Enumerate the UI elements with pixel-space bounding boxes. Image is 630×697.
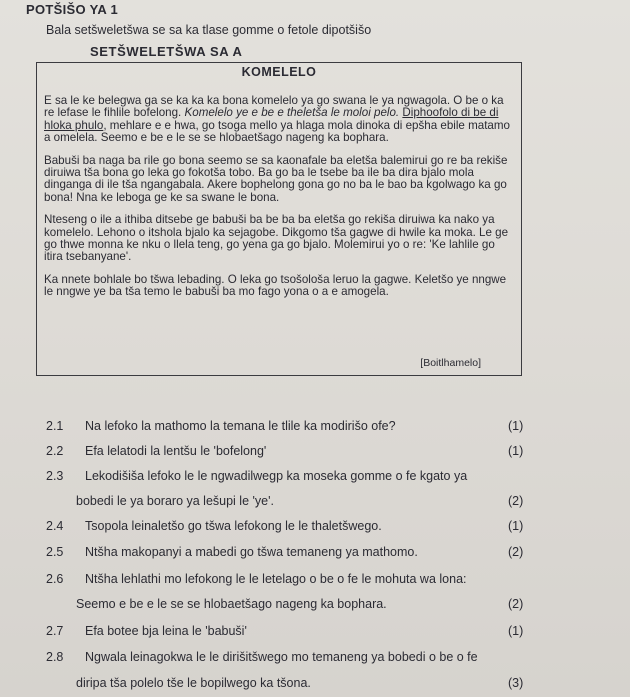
passage-box <box>36 62 522 376</box>
question-text-continued: Seemo e be e le se se hlobaetšago nageng ka bophara. <box>76 597 387 611</box>
question-heading: POTŠIŠO YA 1 <box>26 2 118 17</box>
instructions: Bala setšweletšwa se sa ka tlase gomme o fetole dipotšišo <box>46 23 372 37</box>
paragraph-1-italic-sentence: Komelelo ye e be e theletša le moloi pelo. <box>184 106 400 120</box>
question-mark: (1) <box>508 519 524 533</box>
question-mark: (1) <box>508 444 524 458</box>
question-text: Ntšha lehlathi mo lefokong le le letelago o be o fe le mohuta wa lona: <box>85 572 467 586</box>
question-mark: (2) <box>508 545 524 559</box>
question-number: 2.7 <box>46 624 64 638</box>
passage-paragraph-3: Nteseng o ile a ithiba ditsebe ge babuši ba be ba ba eletša go rekiša diruiwa ka nako ya komelelo. Lehono o itshola bjalo ka sejagobe. Dikgomo tša gagwe di hwile ka moka. Le ge go thwe monna ke nku o llela teng, go yena ga go bjalo. Molemirui yo o re: 'Ke lahlile go itira tsebanyane'. <box>44 213 509 264</box>
paragraph-1-underlined-sentence: Diphoofolo di be di hloka phulo <box>44 106 499 132</box>
question-text: Ntšha makopanyi a mabedi go tšwa temaneng ya mathomo. <box>85 545 418 559</box>
passage-paragraph-1 <box>44 95 514 145</box>
question-text: Lekodišiša lefoko le le ngwadilwegp ka moseka gomme o fe kgato ya <box>85 469 468 483</box>
question-mark: (1) <box>508 624 524 638</box>
question-text: Efa botee bja leina le 'babuši' <box>85 624 247 638</box>
question-number: 2.1 <box>46 419 64 433</box>
question-text: Efa lelatodi la lentšu le 'bofelong' <box>85 444 267 458</box>
question-number: 2.5 <box>46 545 64 559</box>
question-text: Tsopola leinaletšo go tšwa lefokong le le thaletšwego. <box>85 519 382 533</box>
passage-source: [Boitlhamelo] <box>420 357 481 369</box>
paragraph-1-text-a: E sa le ke belegwa ga se ka ka ka bona komelelo ya go swana le ya ngwagola. O be o ka re lefase le fihlile bofelong. <box>44 94 504 120</box>
section-title: SETŠWELETŠWA SA A <box>90 44 243 59</box>
question-text-continued: bobedi le ya boraro ya lešupi le 'ye'. <box>76 494 274 508</box>
question-text: Na lefoko la mathomo la temana le tlile ka modirišo ofe? <box>85 419 396 433</box>
question-number: 2.8 <box>46 650 64 664</box>
passage-title: KOMELELO <box>241 65 317 79</box>
question-mark: (1) <box>508 419 524 433</box>
question-mark: (2) <box>508 597 524 611</box>
question-number: 2.4 <box>46 519 64 533</box>
question-text-continued: diripa tša polelo tše le bopilwego ka tšona. <box>76 676 311 690</box>
question-mark: (3) <box>508 676 524 690</box>
question-number: 2.6 <box>46 572 64 586</box>
question-text: Ngwala leinagokwa le le dirišitšwego mo temaneng ya bobedi o be o fe <box>85 650 478 664</box>
passage-paragraph-4: Ka nnete bohlale bo tšwa lebading. O leka go tsošološa leruo la gagwe. Keletšo ye nngwe le nngwe ye ba tša temo le babuši ba mo fago yona o a e amogela. <box>44 272 507 299</box>
question-number: 2.2 <box>46 444 64 458</box>
paragraph-1-text-d: , mehlare e e hwa, go tsoga mello ya hlaga mola dinoka di epšha ebile matamo a omelela. Seemo e be e le se se hlobaetšago nageng ka bophara. <box>44 118 510 145</box>
question-number: 2.3 <box>46 469 64 483</box>
passage-paragraph-2: Babuši ba naga ba rile go bona seemo se sa kaonafale ba eletša balemirui go re ba rekiše diruiwa tša bona go leka go fokotša tobo. Ba go ba le tsebe ba ile ba dira bjalo mola dinganga di ile tša ngangabala. Akere bophelong gona go no ba le bao ba kgolwago ka go bona! Nna ke leboga ge ke sa swane le bona. <box>44 153 508 204</box>
question-mark: (2) <box>508 494 524 508</box>
